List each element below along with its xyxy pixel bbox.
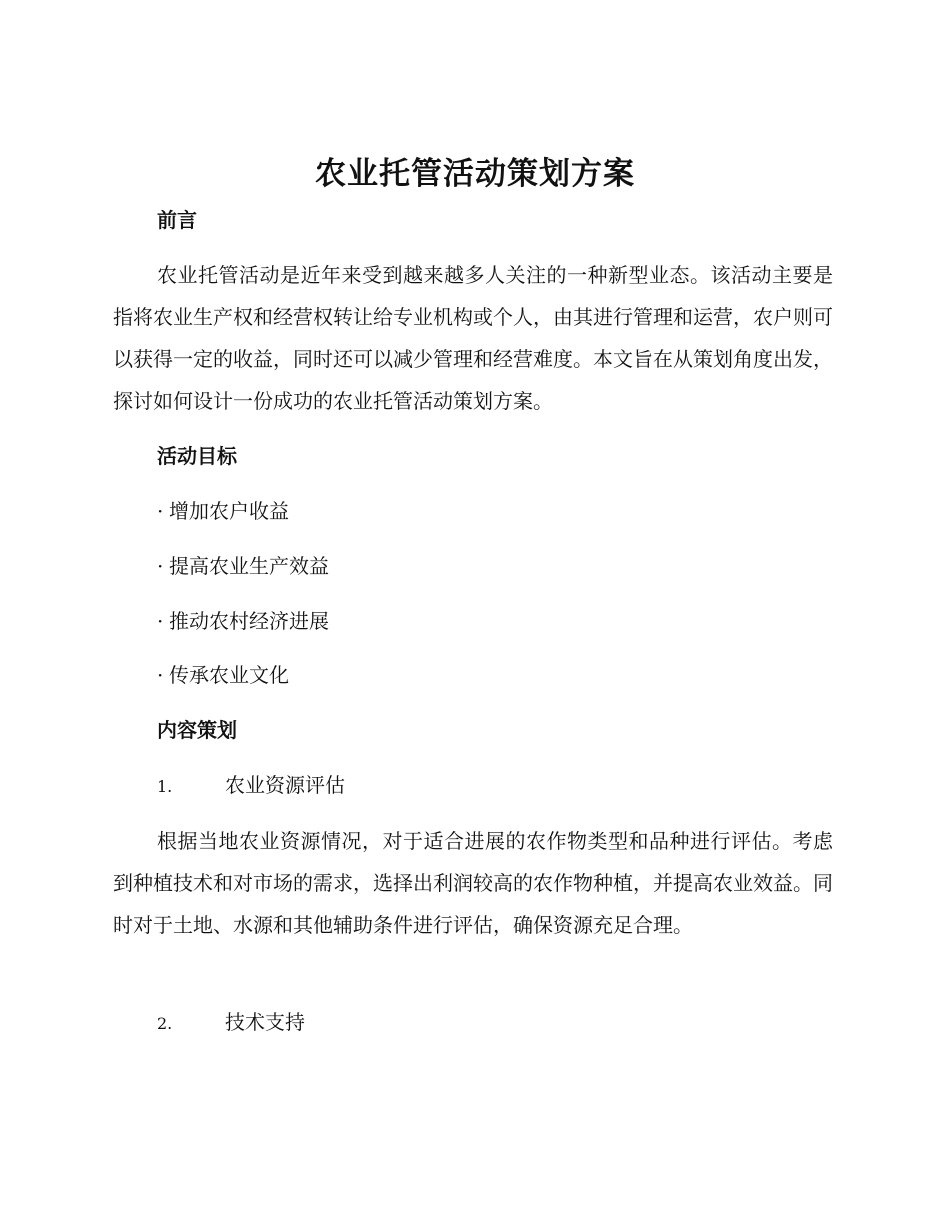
item-title: 农业资源评估 — [225, 773, 345, 797]
goal-list-item — [157, 606, 329, 636]
section-heading-preface: 前言 — [157, 208, 197, 232]
numbered-item — [157, 1007, 305, 1039]
bullet-icon: · — [157, 499, 164, 523]
item-title: 技术支持 — [225, 1010, 305, 1034]
resource-assessment-paragraph: 根据当地农业资源情况，对于适合进展的农作物类型和品种进行评估。考虑到种植技术和对市场的需求，选择出利润较高的农作物种植，并提高农业效益。同时对于土地、水源和其他辅助条件进行评估，确保资源充足合理。 — [113, 829, 833, 937]
preface-paragraph: 农业托管活动是近年来受到越来越多人关注的一种新型业态。该活动主要是指将农业生产权和经营权转让给专业机构或个人，由其进行管理和运营，农户则可以获得一定的收益，同时还可以减少管理和经营难度。本文旨在从策划角度出发，探讨如何设计一份成功的农业托管活动策划方案。 — [113, 263, 833, 413]
goal-list-item — [157, 660, 289, 690]
goal-text: 传承农业文化 — [169, 663, 289, 687]
goal-text: 增加农户收益 — [169, 499, 289, 523]
goal-list-item — [157, 496, 289, 526]
goal-text: 提高农业生产效益 — [169, 554, 329, 578]
goal-list-item — [157, 551, 329, 581]
section-heading-content: 内容策划 — [157, 718, 237, 742]
bullet-icon: · — [157, 609, 164, 633]
numbered-item — [157, 770, 345, 802]
bullet-icon: · — [157, 554, 164, 578]
item-number: 1. — [157, 777, 173, 796]
document-title: 农业托管活动策划方案 — [315, 156, 635, 192]
section-heading-goals: 活动目标 — [157, 444, 237, 468]
item-number: 2. — [157, 1014, 173, 1033]
bullet-icon: · — [157, 663, 164, 687]
goal-text: 推动农村经济进展 — [169, 609, 329, 633]
